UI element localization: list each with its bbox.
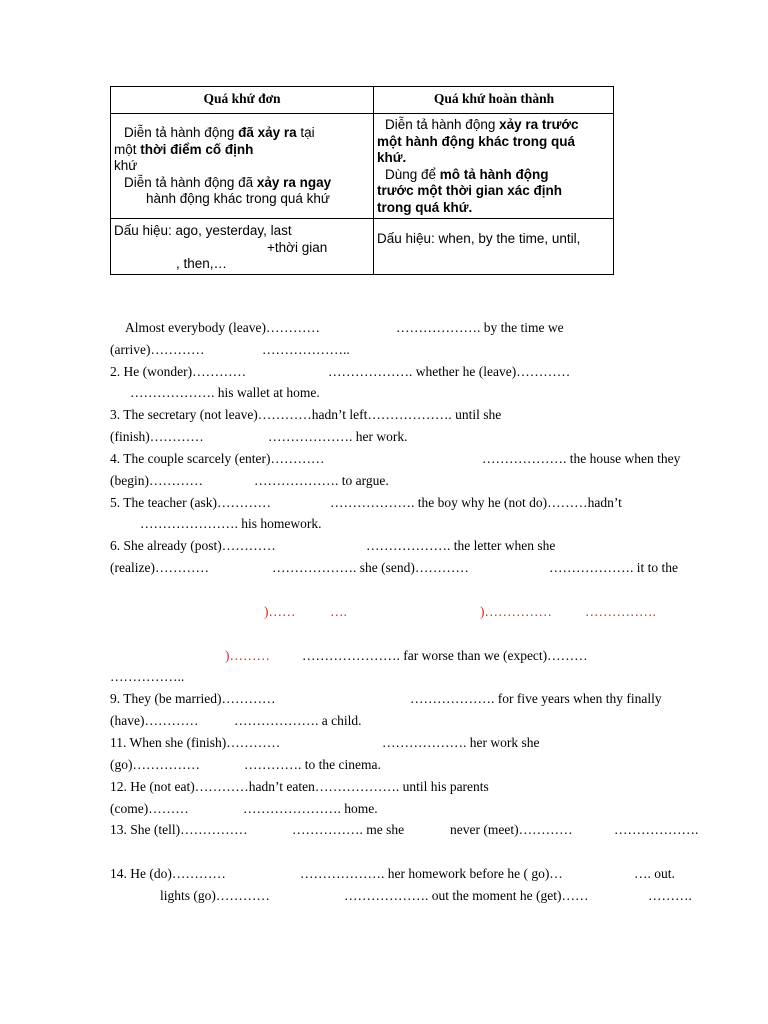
usage-line: khứ. [377,150,407,165]
exercise-line: …………………. far worse than we (expect)……… [302,648,588,663]
past-perfect-usage [377,117,579,216]
exercise-line: 4. The couple scarcely (enter)………… [110,451,325,466]
exercise-line: ………………. [614,822,699,837]
exercise-line: 11. When she (finish)………… [110,735,281,750]
exercise-line: ………………. her work she [382,735,540,750]
usage-line: Diễn tả hành động đã xảy ra ngay [124,174,332,190]
exercise-line: …………. to the cinema. [244,757,381,772]
exercise-line: 14. He (do)………… [110,866,226,881]
exercise-line: (realize)………… [110,560,209,575]
exercise-line: Almost everybody (leave)………… [125,320,320,335]
exercise-line: ………………. it to the [549,560,678,575]
past-perfect-signals: Dấu hiệu: when, by the time, until, [377,231,581,246]
table-column-divider [373,87,374,274]
usage-line: khứ [114,158,138,173]
usage-line: một hành động khác trong quá [377,133,575,149]
signal-line: +thời gian [267,239,328,255]
exercise-line: ………………. his wallet at home. [130,385,320,400]
exercise-line: (arrive)………… [110,342,205,357]
exercise-line: 2. He (wonder)………… [110,364,247,379]
usage-line: Dùng để mô tả hành động [385,166,549,182]
exercise-line: …………………. home. [243,801,378,816]
exercise-line: never (meet)………… [450,822,573,837]
signal-line: Dấu hiệu: ago, yesterday, last [114,223,292,238]
exercise-answer-red: )……… [225,648,270,663]
past-simple-usage [114,125,331,208]
table-row-divider [111,113,613,114]
exercise-line: ………………. she (send)………… [272,560,469,575]
header-past-perfect: Quá khứ hoàn thành [433,91,555,106]
exercise-line: …………….. [110,669,185,684]
usage-line: hành động khác trong quá khứ [146,191,330,206]
exercise-answer-red: )…… [264,604,296,619]
exercise-line: ………………. her homework before he ( go)… [300,866,563,881]
exercise-line: ………………. by the time we [396,320,564,335]
exercise-line: ……………….. [262,342,350,357]
exercise-line: 6. She already (post)………… [110,538,276,553]
exercise-line: 3. The secretary (not leave)…………hadn’t left………………. until she [110,407,502,422]
past-simple-signals [114,223,327,273]
usage-line: Diễn tả hành động đã xảy ra tại [124,125,315,140]
exercise-line: 9. They (be married)………… [110,691,276,706]
exercise-line: …. out. [634,866,675,881]
exercise-line: (go)…………… [110,757,200,772]
exercise-line: ………………. the letter when she [366,538,556,553]
exercise-line: ………………. the boy why he (not do)………hadn’t [330,495,622,510]
exercise-line: …………………. his homework. [140,516,322,531]
exercise-line: ………. [648,888,692,903]
exercise-line: (finish)………… [110,429,204,444]
usage-line: trong quá khứ. [377,199,473,215]
exercise-line: ………………. to argue. [254,473,389,488]
exercise-line: (have)………… [110,713,199,728]
exercise-line: ………………. her work. [268,429,408,444]
exercise-line: ………………. for five years when thy finally [410,691,662,706]
signal-line: , then,… [176,256,228,271]
exercise-line: 13. She (tell)…………… [110,822,248,837]
header-past-simple: Quá khứ đơn [203,91,281,106]
exercise-line: ………………. the house when they [482,451,681,466]
exercise-answer-red: ……………. [585,604,656,619]
exercise-line: 12. He (not eat)…………hadn’t eaten………………. until his parents [110,779,489,794]
usage-line: trước một thời gian xác định [377,183,562,198]
exercise-answer-red: …. [330,604,347,619]
exercise-line: lights (go)………… [160,888,270,903]
table-row-divider [111,218,613,219]
exercise-line: 5. The teacher (ask)………… [110,495,271,510]
tense-comparison-table [110,86,614,275]
usage-line: Diễn tả hành động xảy ra trước [385,117,579,132]
exercise-line: ……………. me she [292,822,405,837]
exercise-line: ………………. whether he (leave)………… [328,364,571,379]
exercise-line: ………………. a child. [234,713,362,728]
exercise-line: ………………. out the moment he (get)…… [344,888,589,903]
usage-line: một thời điểm cố định [114,141,254,157]
exercise-answer-red: )…………… [480,604,552,619]
exercise-line: (come)……… [110,801,189,816]
exercise-line: (begin)………… [110,473,203,488]
